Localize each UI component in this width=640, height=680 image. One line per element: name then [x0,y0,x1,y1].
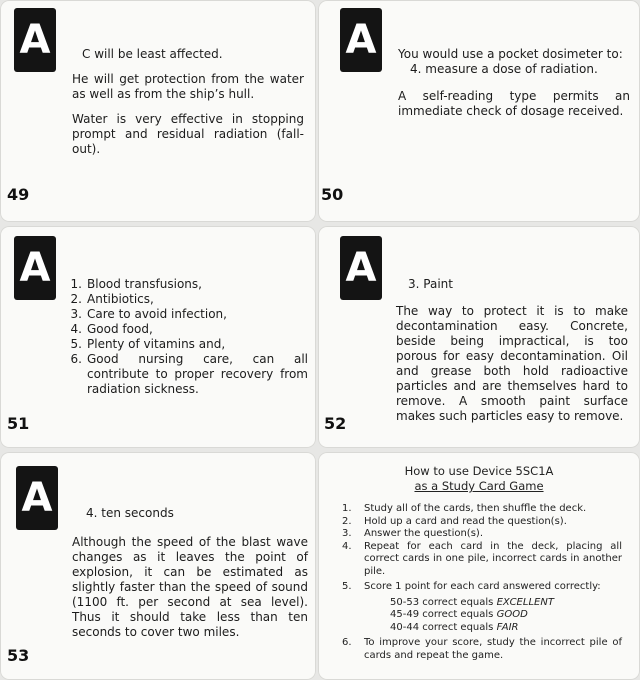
answer-badge: A [340,8,382,72]
step-item: 6. To improve your score, study the incorrect pile of cards and repeat the game. [342,637,622,661]
step-item: 4. Repeat for each card in the deck, placing all correct cards in one pile, incorrect cards in another pile. [342,540,622,577]
answer-badge: A [340,236,382,300]
list-item: 3. Care to avoid infection, [70,307,227,321]
card-53 [0,452,316,680]
step-item: 2. Hold up a card and read the question(s). [342,515,567,527]
score-line: 45-49 correct equals GOOD [390,609,528,620]
card-49-explanation-1: He will get protection from the water as well as from the ship’s hull. [72,72,304,101]
answer-badge: A [16,466,58,530]
list-item: 5. Plenty of vitamins and, [70,337,226,351]
card-50-answer: 4. measure a dose of radiation. [410,62,598,76]
recovery-list [64,277,308,397]
card-number: 52 [324,414,347,433]
instructions-card [318,452,640,680]
card-52-text [396,277,628,434]
list-item: 4. Good food, [70,322,153,336]
score-line: 50-53 correct equals EXCELLENT [390,596,554,608]
score-line: 40-44 correct equals FAIR [390,621,519,633]
instructions-title-line-1: How to use Device 5SC1A [404,464,554,478]
card-number: 51 [7,414,30,433]
card-53-text [72,506,308,650]
card-51 [0,226,316,448]
answer-badge: A [14,236,56,300]
card-53-answer: 4. ten seconds [86,506,174,520]
step-item: 3. Answer the question(s). [342,528,483,539]
instructions-steps [342,503,622,662]
card-53-explanation: Although the speed of the blast wave changes as it leaves the point of explosion, it can be estimated as slightly faster than the speed of sound (1100 ft. per second at sea level). Thus it should take less than ten seconds to cover two miles. [72,535,308,639]
answer-badge: A [14,8,56,72]
card-50 [318,0,640,222]
card-50-text [398,47,630,129]
card-52 [318,226,640,448]
card-51-text [64,277,308,397]
card-number: 53 [7,646,30,665]
card-49-text [72,47,304,167]
card-50-explanation: A self-reading type permits an immediate check of dosage received. [398,89,630,118]
instructions-title [318,464,640,494]
card-49 [0,0,316,222]
list-item: 6. Good nursing care, can all contribute to proper recovery from radiation sickness. [70,352,308,396]
step-item: 5. Score 1 point for each card answered correctly: [342,581,601,592]
card-49-answer: C will be least affected. [82,47,223,61]
card-number: 50 [321,185,344,204]
step-item: 1. Study all of the cards, then shuffle the deck. [342,503,587,514]
card-52-explanation: The way to protect it is to make decontamination easy. Concrete, beside being impractical, is too porous for easy decontamination. Oil and grease both hold radioactive particles and are themselves hard to remove. A smooth paint surface makes such particles easy to remove. [396,304,628,423]
card-number: 49 [7,185,30,204]
list-item: 1. Blood transfusions, [70,277,202,291]
card-49-explanation-2: Water is very effective in stopping prompt and residual radiation (fall-out). [72,112,304,156]
card-52-answer: 3. Paint [408,277,453,291]
instructions-title-line-2: as a Study Card Game [414,479,544,493]
card-50-question-recap: You would use a pocket dosimeter to: [398,47,623,61]
list-item: 2. Antibiotics, [70,292,154,306]
